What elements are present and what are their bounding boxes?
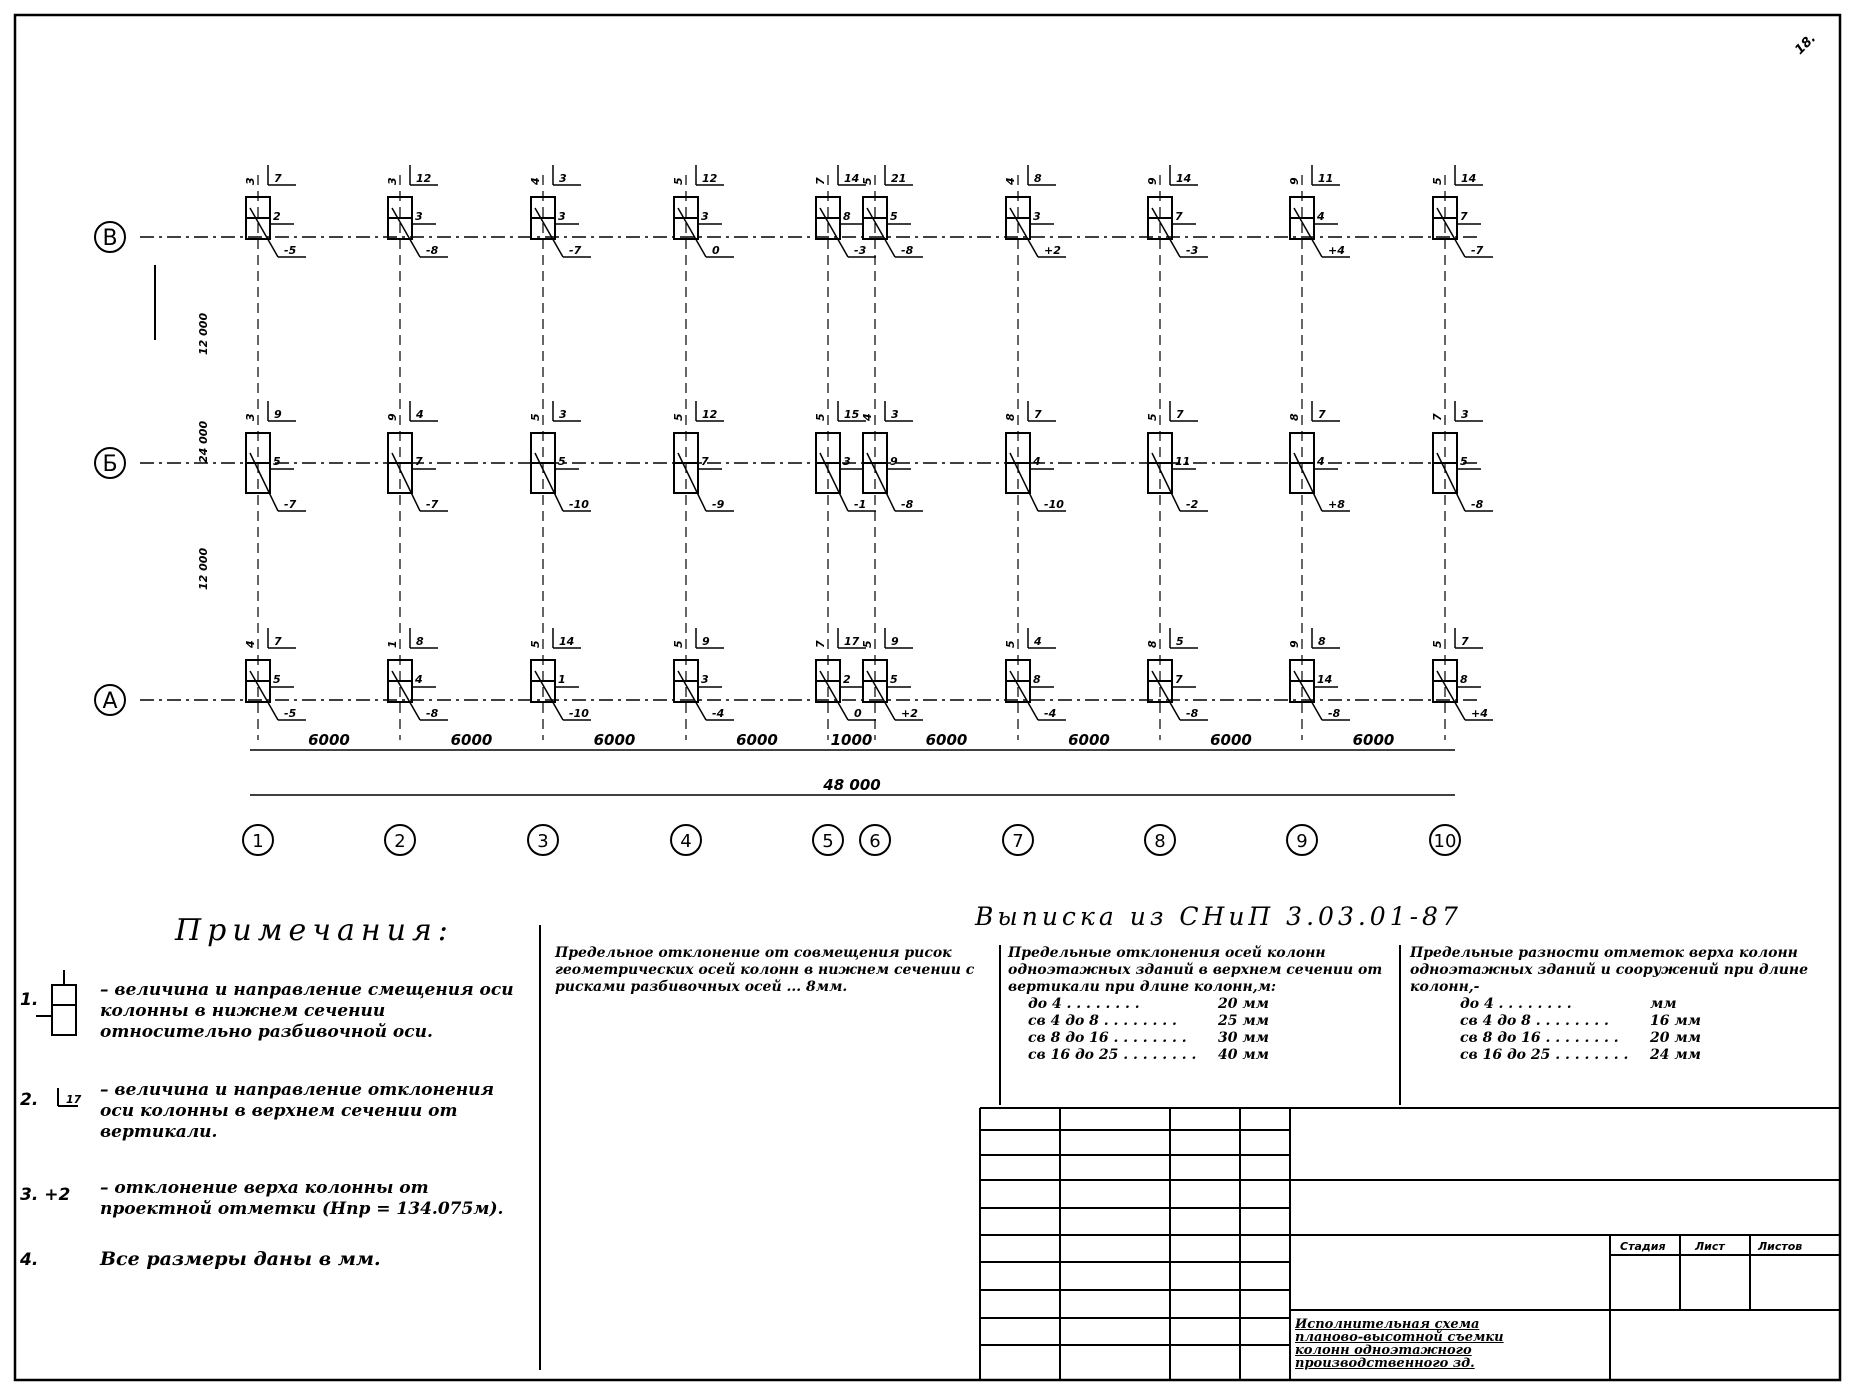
column-tilt-value: 3 [559,172,567,185]
column-tilt-side: 7 [814,640,827,648]
snip-col3-head: Предельные разности отметок верха колонн одноэтажных зданий и сооружений при длине колонн,- [1410,945,1808,995]
column-tilt-value: 11 [1318,172,1334,185]
snip-col2-head: Предельные отклонения осей колонн одноэтажных зданий в верхнем сечении от вертикали при длине колонн,м: [1008,945,1383,995]
span-dim-label: 6000 [925,731,968,749]
column-tilt-value: 4 [416,408,424,421]
snip-row-value: 24 мм [1650,1047,1701,1063]
note-3-text: – отклонение верха колонны от проектной отметки (Hпр = 134.075м). [100,1178,504,1219]
column-offset-value: 4 [1033,455,1041,468]
column-offset-value: 1 [558,673,566,686]
column-tilt-side: 8 [1004,413,1017,421]
snip-row [1460,1030,1830,1047]
snip-row [1460,1047,1830,1064]
snip-row-value: мм [1650,996,1677,1012]
column-tilt-side: 3 [244,413,257,421]
span-dim-label: 6000 [1352,731,1395,749]
snip-row [1028,1013,1393,1030]
column-offset-value: 5 [1460,455,1468,468]
column-offset-value: 4 [1317,210,1325,223]
note-4-num: 4. [20,1250,39,1270]
column-layout-plan [95,165,1493,855]
column-axis-label: 5 [822,831,834,852]
column-tilt-side: 5 [1146,413,1159,421]
column-offset-value: 8 [1460,673,1468,686]
span-dim-label: 6000 [593,731,636,749]
snip-row-value: 20 мм [1218,996,1269,1012]
column-tilt-value: 12 [416,172,432,185]
column-offset-value: 5 [273,455,281,468]
column-elevation-dev: +2 [901,707,918,720]
column-tilt-value: 17 [844,635,860,648]
note-2-text: – величина и направление отклонения оси колонны в верхнем сечении от вертикали. [100,1080,495,1142]
column-axis-label: 7 [1012,831,1024,852]
column-tilt-value: 3 [559,408,567,421]
span-dim-label: 6000 [1068,731,1110,749]
legend-offset-icon [36,970,76,1035]
span-dim-label: 6000 [1210,731,1252,749]
column-axis-label: 10 [1433,831,1457,852]
column-tilt-side: 3 [244,177,257,185]
column-tilt-side: 4 [861,413,874,421]
column-tilt-side: 5 [814,413,827,421]
column-elevation-dev: -5 [284,707,297,720]
note-2-num: 2. [20,1090,39,1110]
snip-col1: Предельное отклонение от совмещения рисок геометрических осей колонн в нижнем сечении с рисками разбивочных осей ... 8мм. [555,945,975,995]
column-elevation-dev: -7 [284,498,297,511]
column-tilt-side: 4 [244,640,257,648]
column-tilt-value: 14 [559,635,575,648]
column-tilt-value: 8 [1034,172,1042,185]
column-elevation-dev: -10 [1044,498,1064,511]
column-tilt-side: 5 [672,413,685,421]
column-offset-value: 5 [273,673,281,686]
column-elevation-dev: -2 [1186,498,1199,511]
snip-row-label: св 16 до 25 . . . . . . . . [1028,1047,1197,1063]
column-elevation-dev: 0 [712,244,720,257]
column-tilt-value: 7 [274,635,282,648]
column-tilt-side: 5 [529,413,542,421]
column-offset-value: 8 [843,210,851,223]
column-tilt-side: 5 [529,640,542,648]
column-tilt-side: 9 [1288,177,1301,185]
column-tilt-value: 14 [844,172,860,185]
column-elevation-dev: -8 [901,498,914,511]
column-axis-label: 9 [1296,831,1308,852]
column-offset-value: 8 [1033,673,1041,686]
column-tilt-side: 4 [529,177,542,185]
column-offset-value: 3 [415,210,423,223]
column-tilt-value: 7 [1461,635,1469,648]
column-tilt-side: 5 [1431,177,1444,185]
column-offset-value: 7 [1175,673,1183,686]
column-tilt-side: 7 [814,177,827,185]
column-tilt-value: 9 [274,408,282,421]
snip-row-label: св 16 до 25 . . . . . . . . [1460,1047,1629,1063]
snip-row-label: св 4 до 8 . . . . . . . . [1028,1013,1177,1029]
column-tilt-side: 9 [386,413,399,421]
note-3-num: 3. +2 [20,1185,71,1205]
snip-row-value: 25 мм [1218,1013,1269,1029]
column-offset-value: 7 [1175,210,1183,223]
column-tilt-value: 3 [891,408,899,421]
snip-row-value: 30 мм [1218,1030,1269,1046]
column-offset-value: 2 [273,210,281,223]
column-offset-value: 7 [1460,210,1468,223]
column-elevation-dev: -8 [1328,707,1341,720]
column-tilt-value: 21 [891,172,907,185]
column-tilt-value: 8 [1318,635,1326,648]
column-tilt-side: 7 [1431,413,1444,421]
column-tilt-side: 5 [1431,640,1444,648]
snip-row-value: 16 мм [1650,1013,1701,1029]
tb-stage-label: Стадия [1620,1240,1666,1253]
column-tilt-value: 12 [702,408,718,421]
column-tilt-value: 14 [1461,172,1477,185]
row-axis-label: Б [102,452,118,477]
column-elevation-dev: -7 [426,498,439,511]
snip-row [1028,1030,1393,1047]
column-tilt-side: 5 [672,177,685,185]
column-tilt-value: 7 [274,172,282,185]
column-axis-label: 6 [869,831,881,852]
column-elevation-dev: -1 [854,498,867,511]
notes-title: Примечания: [175,913,454,948]
column-elevation-dev: -8 [1471,498,1484,511]
column-offset-value: 3 [1033,210,1041,223]
column-tilt-side: 8 [1146,640,1159,648]
snip-title: Выписка из СНиП 3.03.01-87 [975,902,1462,931]
column-tilt-side: 9 [1288,640,1301,648]
snip-col3-rows [1460,996,1830,1064]
column-elevation-dev: -4 [712,707,725,720]
span-dim-label: 1000 [830,731,873,749]
column-tilt-value: 14 [1176,172,1192,185]
column-axis-label: 4 [680,831,692,852]
snip-col2-rows [1028,996,1393,1064]
tb-sheet-label: Лист [1695,1240,1725,1253]
column-tilt-side: 4 [1004,177,1017,185]
column-tilt-value: 9 [891,635,899,648]
column-elevation-dev: -8 [1186,707,1199,720]
column-elevation-dev: -9 [712,498,725,511]
column-offset-value: 2 [843,673,851,686]
column-offset-value: 11 [1175,455,1191,468]
column-tilt-side: 5 [861,640,874,648]
column-elevation-dev: +2 [1044,244,1061,257]
column-elevation-dev: -8 [426,707,439,720]
column-tilt-side: 5 [672,640,685,648]
column-offset-value: 7 [701,455,709,468]
snip-row-label: св 8 до 16 . . . . . . . . [1028,1030,1187,1046]
column-tilt-value: 8 [416,635,424,648]
column-tilt-value: 3 [1461,408,1469,421]
snip-row-label: св 4 до 8 . . . . . . . . [1460,1013,1609,1029]
snip-row [1028,996,1393,1013]
column-tilt-side: 5 [1004,640,1017,648]
column-elevation-dev: +4 [1471,707,1488,720]
sheet-frame [15,15,1840,1380]
column-elevation-dev: -3 [854,244,867,257]
column-offset-value: 4 [415,673,423,686]
snip-row-label: до 4 . . . . . . . . [1028,996,1140,1012]
column-axis-label: 2 [394,831,406,852]
column-elevation-dev: -7 [1471,244,1484,257]
column-offset-value: 3 [843,455,851,468]
snip-row-label: св 8 до 16 . . . . . . . . [1460,1030,1619,1046]
column-elevation-dev: -7 [569,244,582,257]
snip-row-value: 40 мм [1218,1047,1269,1063]
row-dim-label: 24 000 [197,420,210,463]
snip-row [1460,1013,1830,1030]
legend-tilt-icon [58,1088,82,1106]
row-dim-label: 12 000 [197,547,210,590]
column-tilt-value: 7 [1318,408,1326,421]
column-elevation-dev: +4 [1328,244,1345,257]
column-offset-value: 3 [701,210,709,223]
column-tilt-value: 4 [1034,635,1042,648]
title-block-name: Исполнительная схема планово-высотной съемки колонн одноэтажного производственного зд. [1295,1318,1504,1371]
tb-sheets-label: Листов [1758,1240,1803,1253]
column-elevation-dev: -5 [284,244,297,257]
row-axis-label: А [102,689,118,714]
column-elevation-dev: -3 [1186,244,1199,257]
column-tilt-side: 1 [386,640,399,648]
row-dim-label: 12 000 [197,312,210,355]
column-offset-value: 5 [890,210,898,223]
column-tilt-value: 7 [1034,408,1042,421]
snip-col3 [1410,945,1830,1064]
column-tilt-value: 15 [844,408,860,421]
column-tilt-side: 3 [386,177,399,185]
total-dim-label: 48 000 [823,776,881,794]
column-tilt-value: 12 [702,172,718,185]
svg-text:17: 17 [66,1093,82,1106]
column-elevation-dev: 0 [854,707,862,720]
span-dim-label: 6000 [308,731,350,749]
snip-row [1460,996,1830,1013]
column-axis-label: 3 [537,831,549,852]
column-elevation-dev: -4 [1044,707,1057,720]
column-tilt-side: 5 [861,177,874,185]
span-dim-label: 6000 [450,731,493,749]
column-offset-value: 4 [1317,455,1325,468]
column-offset-value: 5 [890,673,898,686]
sheet-number: 18. [1792,30,1820,58]
snip-col2 [1008,945,1393,1064]
note-1-num: 1. [20,990,39,1010]
column-tilt-side: 8 [1288,413,1301,421]
column-tilt-value: 7 [1176,408,1184,421]
column-offset-value: 7 [415,455,423,468]
column-axis-label: 8 [1154,831,1166,852]
span-dim-label: 6000 [736,731,778,749]
column-tilt-value: 5 [1176,635,1184,648]
column-offset-value: 5 [558,455,566,468]
column-tilt-value: 9 [702,635,710,648]
column-tilt-side: 9 [1146,177,1159,185]
snip-row [1028,1047,1393,1064]
column-elevation-dev: +8 [1328,498,1345,511]
column-elevation-dev: -8 [901,244,914,257]
snip-row-label: до 4 . . . . . . . . [1460,996,1572,1012]
column-offset-value: 14 [1317,673,1333,686]
column-offset-value: 3 [558,210,566,223]
note-1-text: – величина и направление смещения оси колонны в нижнем сечении относительно разбивочной оси. [100,980,514,1042]
column-axis-label: 1 [252,831,264,852]
row-axis-label: В [102,226,118,251]
column-elevation-dev: -10 [569,498,589,511]
column-elevation-dev: -8 [426,244,439,257]
note-4-text: Все размеры даны в мм. [100,1248,381,1270]
column-offset-value: 9 [890,455,898,468]
column-offset-value: 3 [701,673,709,686]
snip-row-value: 20 мм [1650,1030,1701,1046]
column-elevation-dev: -10 [569,707,589,720]
